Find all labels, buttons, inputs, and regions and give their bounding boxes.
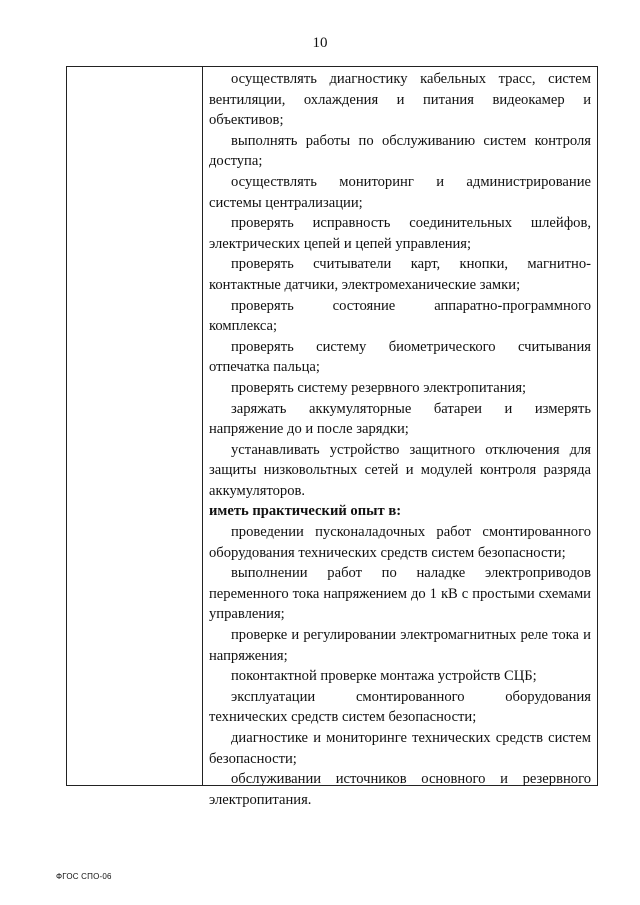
requirement-item: выполнять работы по обслуживанию систем контроля доступа; — [209, 132, 591, 170]
column-divider — [202, 67, 203, 785]
practice-item: поконтактной проверке монтажа устройств СЦБ; — [231, 668, 537, 685]
requirement-item: проверять исправность соединительных шлейфов, электрических цепей и цепей управления; — [209, 215, 591, 252]
requirement-item: заряжать аккумуляторные батареи и измерять напряжение до и после зарядки; — [209, 400, 591, 438]
requirement-item: осуществлять диагностику кабельных трасс, систем вентиляции, охлаждения и питания видеокамер и объективов; — [209, 71, 591, 129]
requirement-item: проверять систему резервного электропитания; — [231, 379, 527, 396]
page-number: 10 — [312, 35, 328, 51]
requirements-table — [66, 66, 598, 808]
practice-item: проведении пусконаладочных работ смонтированного оборудования технических средств систем безопасности; — [209, 524, 591, 561]
requirement-item: устанавливать устройство защитного отключения для защиты низковольтных сетей и модулей контроля разряда аккумуляторов. — [209, 441, 591, 499]
footer-label: ФГОС СПО-06 — [56, 872, 112, 881]
requirement-item: проверять считыватели карт, кнопки, магнитно-контактные датчики, электромеханические замки; — [209, 256, 591, 293]
practice-item: эксплуатации смонтированного оборудования технических средств систем безопасности; — [209, 688, 591, 726]
practice-item: проверке и регулировании электромагнитных реле тока и напряжения; — [209, 627, 591, 664]
requirement-item: проверять состояние аппаратно-программного комплекса; — [209, 297, 591, 335]
requirements-cell — [209, 69, 591, 810]
practice-item: обслуживании источников основного и резервного электропитания. — [209, 771, 591, 808]
requirement-item: проверять систему биометрического считывания отпечатка пальца; — [209, 338, 591, 376]
requirement-item: осуществлять мониторинг и администрирование системы централизации; — [209, 173, 591, 211]
practice-heading: иметь практический опыт в: — [209, 503, 402, 520]
practice-item: выполнении работ по наладке электроприводов переменного тока напряжением до 1 кВ с простыми схемами управления; — [209, 565, 591, 623]
practice-item: диагностике и мониторинге технических средств систем безопасности; — [209, 730, 591, 767]
